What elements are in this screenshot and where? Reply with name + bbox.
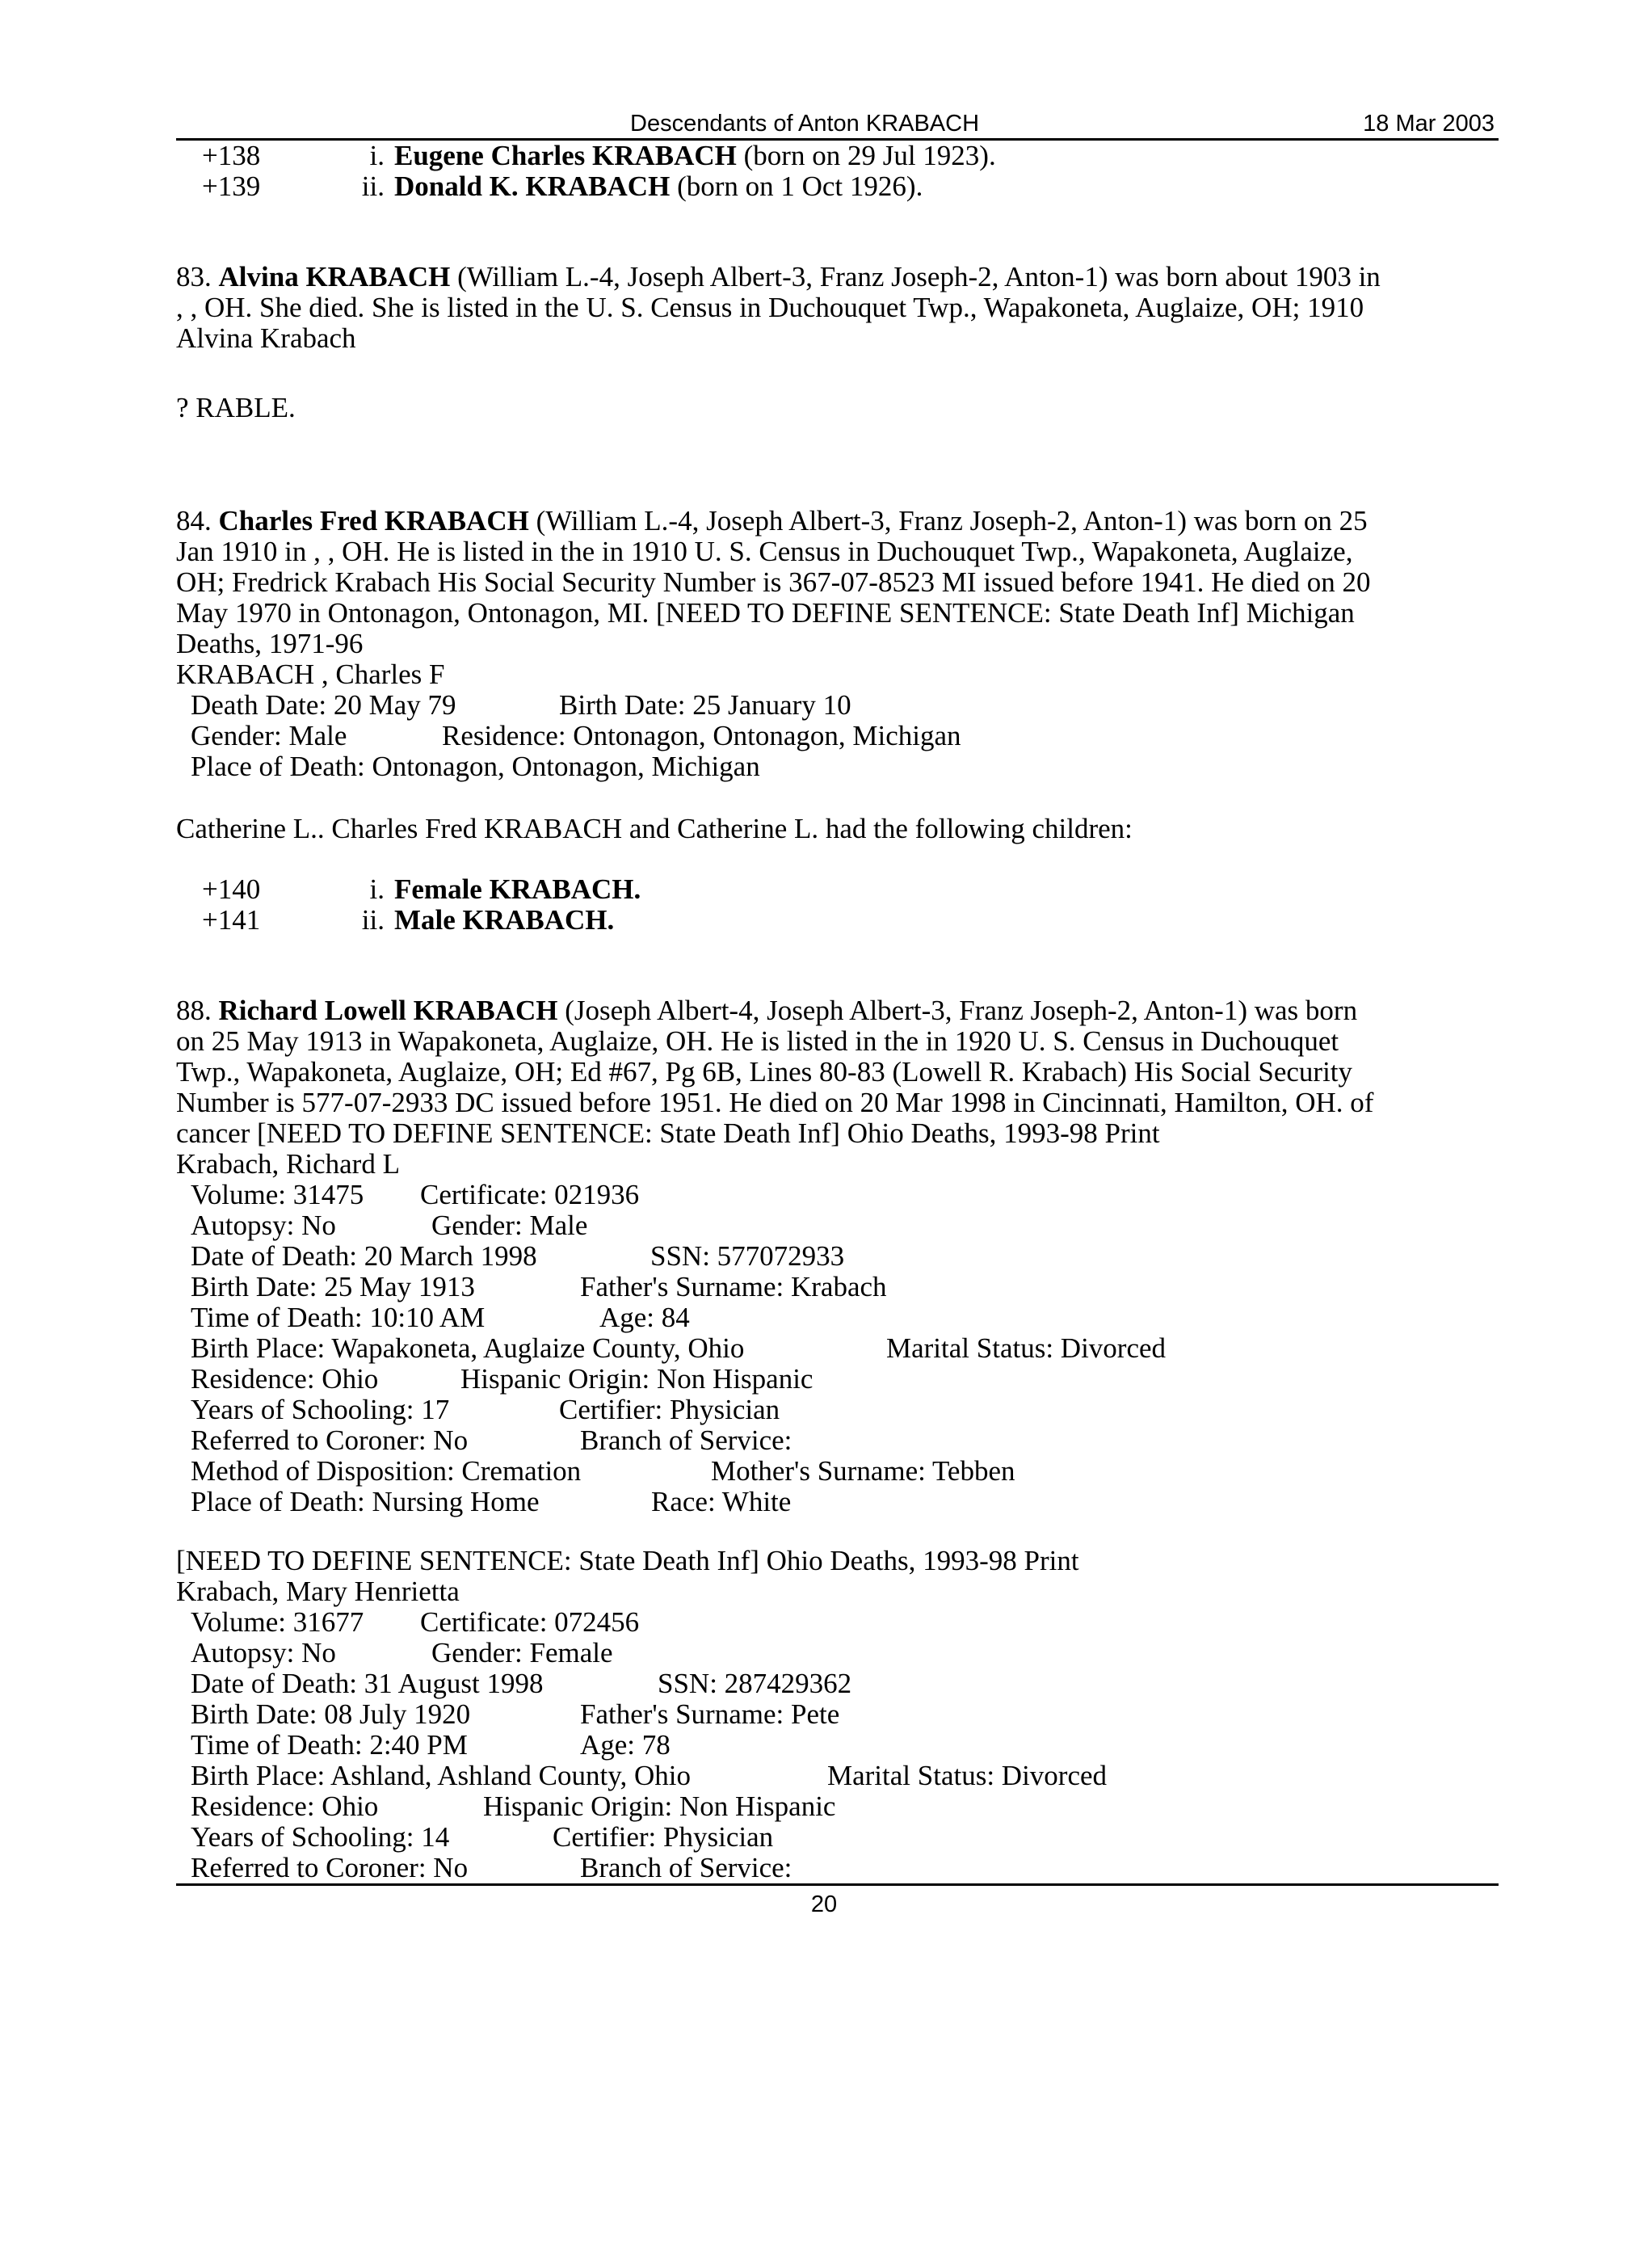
record-heading: [NEED TO DEFINE SENTENCE: State Death Inf] Ohio Deaths, 1993-98 Print (176, 1545, 1079, 1576)
record-field: SSN: 287429362 (658, 1668, 852, 1699)
entry-84 (176, 506, 1370, 690)
footer-rule (176, 1883, 1499, 1886)
entry-83-spouse: ? RABLE. (176, 392, 296, 423)
entry-name: Richard Lowell KRABACH (218, 995, 558, 1026)
record-field: Time of Death: 2:40 PM (191, 1729, 468, 1761)
entry-text: (William L.-4, Joseph Albert-3, Franz Joseph-2, Anton-1) was born on 25 (528, 505, 1368, 536)
record-field: Birth Date: 25 January 10 (559, 689, 851, 721)
record-field: Volume: 31475 (191, 1179, 364, 1210)
record-field: Autopsy: No (191, 1210, 336, 1241)
record-field: Marital Status: Divorced (886, 1332, 1167, 1364)
child-number: +138 (202, 140, 261, 171)
child-note: (born on 29 Jul 1923). (736, 140, 996, 171)
record-field: Branch of Service: (580, 1852, 792, 1883)
entry-text: (Joseph Albert-4, Joseph Albert-3, Franz Joseph-2, Anton-1) was born (557, 995, 1358, 1026)
entry-text: Twp., Wapakoneta, Auglaize, OH; Ed #67, Pg 6B, Lines 80-83 (Lowell R. Krabach) His Social Security (176, 1056, 1353, 1088)
record-field: Time of Death: 10:10 AM (191, 1302, 486, 1333)
page-header-date: 18 Mar 2003 (1363, 111, 1495, 137)
entry-83 (176, 262, 1381, 354)
record-field: Residence: Ontonagon, Ontonagon, Michigan (442, 720, 961, 751)
entry-number: 84. (176, 505, 219, 536)
entry-text: (William L.-4, Joseph Albert-3, Franz Joseph-2, Anton-1) was born about 1903 in (450, 261, 1381, 292)
entry-text: , , OH. She died. She is listed in the U. S. Census in Duchouquet Twp., Wapakoneta, Auglaize, OH; 1910 (176, 292, 1364, 323)
record-field: Marital Status: Divorced (827, 1760, 1108, 1791)
record-field: Date of Death: 31 August 1998 (191, 1668, 544, 1699)
record-field: Place of Death: Nursing Home (191, 1486, 540, 1517)
entry-text: OH; Fredrick Krabach His Social Security Number is 367-07-8523 MI issued before 1941. He died on 20 (176, 566, 1371, 598)
record-field: Volume: 31677 (191, 1606, 364, 1638)
entry-number: 88. (176, 995, 219, 1026)
record-field: Place of Death: Ontonagon, Ontonagon, Michigan (191, 751, 760, 782)
entry-text: Alvina Krabach (176, 322, 356, 354)
record-field: Hispanic Origin: Non Hispanic (483, 1790, 836, 1822)
record-field: Certifier: Physician (553, 1821, 774, 1853)
record-field: Birth Place: Ashland, Ashland County, Ohio (191, 1760, 691, 1791)
record-field: Branch of Service: (580, 1424, 792, 1456)
record-field: SSN: 577072933 (650, 1240, 845, 1272)
child-ordinal: i. (369, 140, 385, 171)
child-number: +139 (202, 170, 261, 202)
record-field: Residence: Ohio (191, 1790, 379, 1822)
record-field: Age: 84 (599, 1302, 690, 1333)
record-field: Race: White (651, 1486, 792, 1517)
entry-name: Charles Fred KRABACH (218, 505, 529, 536)
record-field: Certificate: 021936 (420, 1179, 640, 1210)
record-field: Certificate: 072456 (420, 1606, 640, 1638)
record-field: Referred to Coroner: No (191, 1424, 469, 1456)
record-field: Gender: Male (431, 1210, 588, 1241)
entry-text: cancer [NEED TO DEFINE SENTENCE: State Death Inf] Ohio Deaths, 1993-98 Print (176, 1117, 1160, 1149)
child-ordinal: ii. (361, 170, 385, 202)
record-subject: Krabach, Mary Henrietta (176, 1576, 460, 1607)
record-field: Gender: Male (191, 720, 347, 751)
entry-text: Deaths, 1971-96 (176, 628, 364, 659)
child-name: Female KRABACH. (394, 873, 641, 905)
child-name: Eugene Charles KRABACH (394, 140, 737, 171)
entry-text: May 1970 in Ontonagon, Ontonagon, MI. [NEED TO DEFINE SENTENCE: State Death Inf] Michigan (176, 597, 1355, 629)
record-field: Method of Disposition: Cremation (191, 1455, 582, 1487)
record-mary-intro (176, 1546, 1079, 1607)
entry-text: Krabach, Richard L (176, 1148, 400, 1180)
entry-text: Number is 577-07-2933 DC issued before 1951. He died on 20 Mar 1998 in Cincinnati, Hamilton, OH. of (176, 1087, 1374, 1118)
entry-text: on 25 May 1913 in Wapakoneta, Auglaize, OH. He is listed in the in 1920 U. S. Census in Duchouquet (176, 1025, 1339, 1057)
record-field: Birth Place: Wapakoneta, Auglaize County, Ohio (191, 1332, 745, 1364)
child-name: Donald K. KRABACH (394, 170, 671, 202)
page-number: 20 (810, 1891, 838, 1917)
page-header-title: Descendants of Anton KRABACH (630, 111, 980, 137)
record-field: Years of Schooling: 14 (191, 1821, 450, 1853)
record-field: Referred to Coroner: No (191, 1852, 469, 1883)
entry-88 (176, 995, 1373, 1180)
entry-84-spouse: Catherine L.. Charles Fred KRABACH and Catherine L. had the following children: (176, 813, 1133, 844)
entry-name: Alvina KRABACH (218, 261, 451, 292)
child-name: Male KRABACH. (394, 904, 615, 936)
record-field: Father's Surname: Pete (580, 1698, 840, 1730)
child-number: +140 (202, 873, 261, 905)
child-note: (born on 1 Oct 1926). (670, 170, 923, 202)
record-field: Mother's Surname: Tebben (711, 1455, 1015, 1487)
child-ordinal: i. (369, 873, 385, 905)
record-field: Birth Date: 08 July 1920 (191, 1698, 471, 1730)
entry-number: 83. (176, 261, 219, 292)
record-field: Gender: Female (431, 1637, 613, 1668)
record-field: Residence: Ohio (191, 1363, 379, 1395)
record-field: Years of Schooling: 17 (191, 1394, 450, 1425)
record-field: Age: 78 (580, 1729, 671, 1761)
record-field: Father's Surname: Krabach (580, 1271, 887, 1302)
record-field: Birth Date: 25 May 1913 (191, 1271, 475, 1302)
record-field: Hispanic Origin: Non Hispanic (460, 1363, 813, 1395)
record-field: Date of Death: 20 March 1998 (191, 1240, 537, 1272)
child-ordinal: ii. (361, 904, 385, 936)
entry-text: Jan 1910 in , , OH. He is listed in the in 1910 U. S. Census in Duchouquet Twp., Wapakoneta, Auglaize, (176, 536, 1353, 567)
record-field: Death Date: 20 May 79 (191, 689, 456, 721)
record-field: Certifier: Physician (559, 1394, 780, 1425)
child-number: +141 (202, 904, 261, 936)
entry-text: KRABACH , Charles F (176, 659, 445, 690)
record-field: Autopsy: No (191, 1637, 336, 1668)
